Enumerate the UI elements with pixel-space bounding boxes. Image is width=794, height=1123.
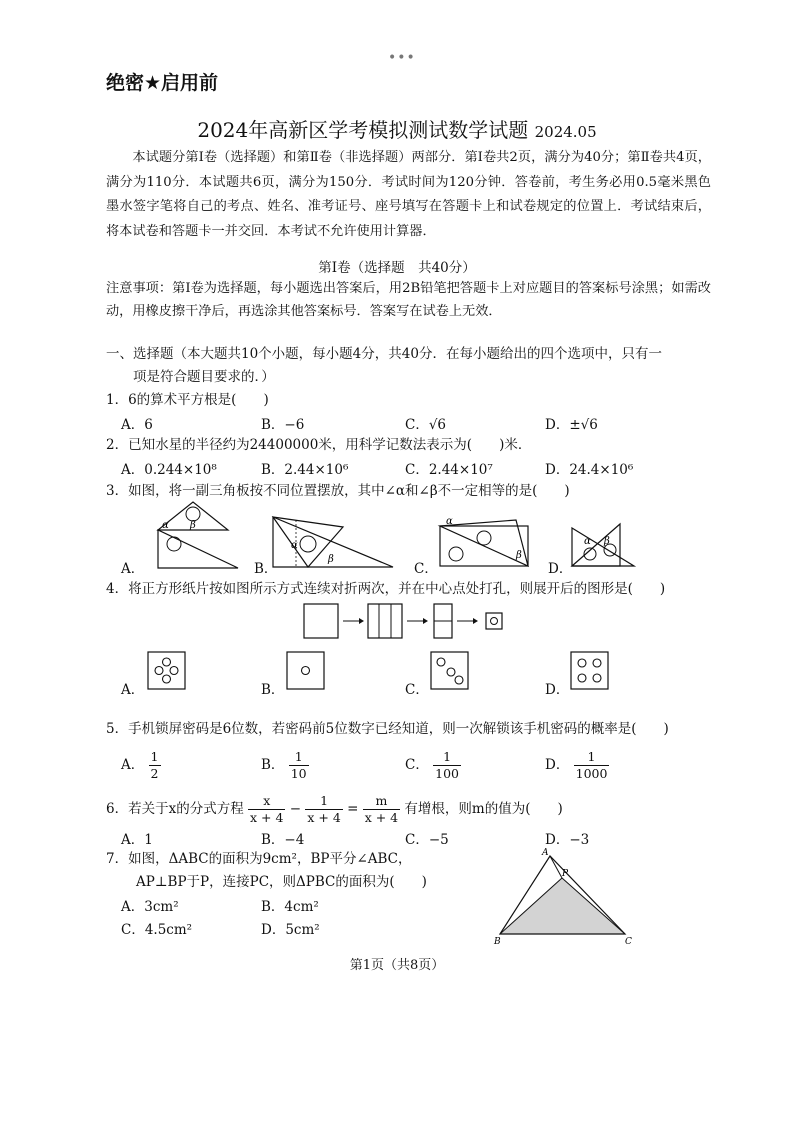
q6-option-d: D．−3	[545, 832, 590, 848]
q5-d-fraction: $\frac{1}{1000}$	[575, 749, 608, 781]
q4-option-b: B．	[261, 682, 285, 698]
q1-option-a: A．6	[121, 417, 153, 433]
q5-a-label: A．	[121, 757, 145, 773]
q4-figure-a	[147, 651, 187, 691]
svg-text:α: α	[291, 540, 298, 551]
q6-option-c: C．−5	[405, 832, 449, 848]
q3-figure-b	[268, 512, 398, 572]
q5-b-fraction: $\frac{1}{10}$	[290, 749, 307, 781]
q1-stem: 1．6的算术平方根是( )	[106, 392, 269, 408]
q3-stem: 3．如图，将一副三角板按不同位置摆放，其中∠α和∠β不一定相等的是( )	[106, 483, 570, 499]
q4-option-c: C．	[405, 682, 429, 698]
svg-text:β: β	[604, 536, 610, 547]
title-date: 2024.05	[534, 123, 597, 141]
svg-text:α: α	[162, 520, 169, 531]
svg-text:β: β	[516, 550, 522, 561]
q4-option-a: A．	[121, 682, 145, 698]
q6-fraction-3: $\frac{m}{x + 4}$	[364, 793, 399, 825]
q5-a-fraction: $\frac{1}{2}$	[150, 749, 159, 781]
q1-option-d: D．±√6	[545, 417, 598, 433]
q4-option-d: D．	[545, 682, 570, 698]
q3-option-c: C．	[414, 561, 438, 577]
q7-option-b: B．4cm²	[261, 899, 319, 915]
q6-stem-post: 有增根，则m的值为( )	[404, 801, 563, 817]
top-dots: •••	[388, 50, 416, 66]
q2-stem: 2．已知水星的半径约为24400000米，用科学记数法表示为( )米．	[106, 437, 532, 453]
q6-stem	[106, 793, 563, 826]
q2-option-b: B．2.44×10⁶	[261, 462, 349, 478]
q6-minus: −	[289, 801, 302, 817]
q5-stem: 5．手机锁屏密码是6位数，若密码前5位数字已经知道，则一次解锁该手机密码的概率是( )	[106, 721, 669, 737]
q7-stem-line2: AP⊥BP于P，连接PC，则ΔPBC的面积为( )	[136, 874, 427, 890]
q3-figure-d	[568, 520, 638, 570]
q3-figure-c	[436, 516, 536, 570]
page-footer: 第1页（共8页）	[349, 958, 445, 973]
q6-fraction-2: $\frac{1}{x + 4}$	[307, 793, 341, 825]
q6-stem-pre: 6．若关于x的分式方程	[106, 801, 244, 817]
q5-option-a	[121, 749, 161, 782]
q5-d-label: D．	[545, 757, 570, 773]
q1-option-b: B．−6	[261, 417, 305, 433]
svg-text:α: α	[584, 536, 591, 547]
q6-option-b: B．−4	[261, 832, 305, 848]
q6-equals: =	[347, 801, 359, 817]
q3-option-b: B．	[254, 561, 278, 577]
q3-figure-a	[150, 500, 240, 570]
q7-option-a: A．3cm²	[121, 899, 179, 915]
q5-c-label: C．	[405, 757, 429, 773]
q4-figure-c	[430, 651, 470, 691]
q2-option-c: C．2.44×10⁷	[405, 462, 493, 478]
q2-option-d: D．24.4×10⁶	[545, 462, 634, 478]
q7-stem-line1: 7．如图，ΔABC的面积为9cm²，BP平分∠ABC，	[106, 851, 412, 867]
q7-label-a: A	[542, 848, 549, 858]
svg-text:α: α	[446, 516, 453, 527]
part1-title: 第Ⅰ卷（选择题 共40分）	[318, 260, 476, 276]
intro-paragraph: 本试题分第Ⅰ卷（选择题）和第Ⅱ卷（非选择题）两部分．第Ⅰ卷共2页，满分为40分；第Ⅱ卷共4页，满分为110分．本试题共6页，满分为150分．考试时间为120分钟．答卷前，考生务必用0.5毫米黑色墨水签字笔将自己的考点、姓名、准考证号、座号填写在答题卡上和试卷规定的位置上．考试结束后，将本试卷和答题卡一并交回．本考试不允许使用计算器．	[106, 150, 711, 239]
q5-option-b	[261, 749, 309, 782]
q7-label-p: P	[562, 869, 569, 879]
q4-folding-sequence	[303, 603, 513, 639]
q7-option-d: D．5cm²	[261, 922, 320, 938]
title-text: 2024年高新区学考模拟测试数学试题	[197, 118, 529, 142]
part1-notice: 注意事项：第Ⅰ卷为选择题，每小题选出答案后，用2B铅笔把答题卡上对应题目的答案标号涂黑；如需改动，用橡皮擦干净后，再选涂其他答案标号．答案写在试卷上无效．	[106, 281, 711, 319]
q5-c-fraction: $\frac{1}{100}$	[435, 749, 459, 781]
q7-triangle-figure	[490, 848, 640, 948]
q5-option-d	[545, 749, 609, 782]
q5-b-label: B．	[261, 757, 285, 773]
q7-label-b: B	[494, 937, 501, 947]
svg-text:β: β	[190, 520, 196, 531]
q2-option-a: A．0.244×10⁸	[121, 462, 217, 478]
q6-option-a: A．1	[121, 832, 153, 848]
q3-option-a: A．	[121, 561, 145, 577]
section-heading-line2: 项是符合题目要求的．）	[133, 369, 275, 385]
q7-label-c: C	[625, 937, 632, 947]
q4-stem: 4．将正方形纸片按如图所示方式连续对折两次，并在中心点处打孔，则展开后的图形是( )	[106, 581, 666, 597]
q4-figure-b	[286, 651, 326, 691]
page-title	[0, 114, 794, 143]
q7-option-c: C．4.5cm²	[121, 922, 193, 938]
secret-label: 绝密★启用前	[106, 72, 219, 94]
q1-option-c: C．√6	[405, 417, 447, 433]
q5-option-c	[405, 749, 461, 782]
q6-fraction-1: $\frac{x}{x + 4}$	[250, 793, 284, 825]
svg-text:β: β	[328, 554, 334, 565]
q4-figure-d	[570, 651, 610, 691]
section-heading-line1: 一、选择题（本大题共10个小题，每小题4分，共40分．在每小题给出的四个选项中，只有一	[106, 346, 662, 362]
q3-option-d: D．	[548, 561, 573, 577]
